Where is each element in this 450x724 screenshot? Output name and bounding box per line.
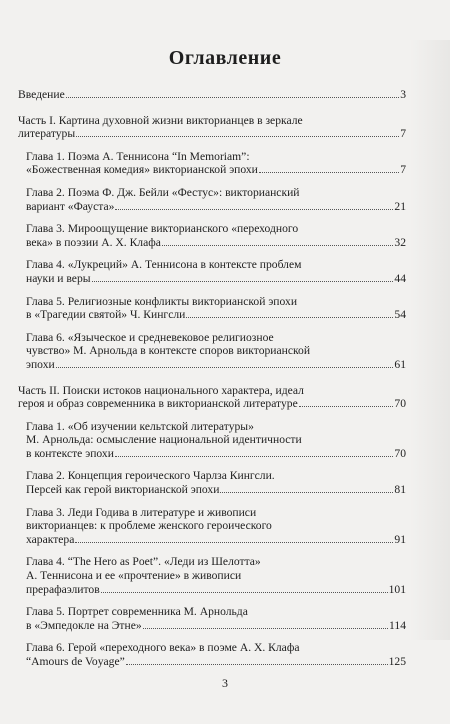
toc-page-number: 21 xyxy=(394,199,406,213)
leader-dots xyxy=(66,97,399,98)
leader-dots xyxy=(115,456,393,457)
toc-entry-introduction[interactable] xyxy=(18,88,406,102)
toc-entry-part2-chapter-4[interactable] xyxy=(18,555,406,596)
toc-entry-title: «Божественная комедия» викторианской эпохи xyxy=(26,163,258,177)
toc-entry-title: Глава 2. Концепция героического Чарлза Кингсли. xyxy=(26,469,275,483)
toc-entry-title: эпохи xyxy=(26,357,55,371)
leader-dots xyxy=(76,136,399,137)
leader-dots xyxy=(220,492,393,493)
toc-entry-part2-chapter-6[interactable] xyxy=(18,641,406,668)
toc-entry-title: в «Эмпедокле на Этне» xyxy=(26,618,142,632)
toc-entry-title: Глава 4. «Лукреций» А. Теннисона в контексте проблем xyxy=(26,258,302,272)
leader-dots xyxy=(143,628,388,629)
toc-entry-title: Часть I. Картина духовной жизни викторианцев в зеркале xyxy=(18,113,303,127)
toc-entry-title: чувство» М. Арнольда в контексте споров викторианской xyxy=(26,344,311,358)
toc-page-number: 54 xyxy=(394,308,406,322)
toc-entry-part1-chapter-3[interactable] xyxy=(18,222,406,249)
toc-entry-title: Глава 5. Религиозные конфликты викторианской эпохи xyxy=(26,294,298,308)
toc-page-number: 32 xyxy=(394,235,406,249)
toc-page-number: 3 xyxy=(400,88,406,101)
toc-entry-part1-chapter-4[interactable] xyxy=(18,258,406,285)
leader-dots xyxy=(115,209,393,210)
toc-page-number: 70 xyxy=(394,397,406,411)
toc-page-number: 44 xyxy=(394,271,406,285)
toc-entry-title: Глава 3. Мироощущение викторианского «переходного xyxy=(26,222,299,236)
toc-entry-part1-chapter-6[interactable] xyxy=(18,331,406,372)
toc-page-number: 91 xyxy=(394,532,406,546)
toc-entry-part2-chapter-2[interactable] xyxy=(18,469,406,496)
toc-entry-part1-chapter-1[interactable] xyxy=(18,150,406,177)
toc-entry-title: Глава 1. «Об изучении кельтской литературы» xyxy=(26,419,254,433)
leader-dots xyxy=(101,592,388,593)
toc-entry-title: характера xyxy=(26,532,75,546)
table-of-contents xyxy=(18,88,406,669)
toc-page-number: 114 xyxy=(389,618,406,632)
page-title: Оглавление xyxy=(168,47,282,69)
page-number: 3 xyxy=(222,676,228,690)
toc-page-number: 101 xyxy=(388,582,406,596)
leader-dots xyxy=(299,406,394,407)
toc-entry-title: Глава 6. «Языческое и средневековое религиозное xyxy=(26,330,274,344)
facing-page-shadow xyxy=(410,40,450,640)
leader-dots xyxy=(92,281,394,282)
toc-entry-title: Глава 2. Поэма Ф. Дж. Бейли «Фестус»: викторианский xyxy=(26,185,300,199)
toc-entry-title: Введение xyxy=(18,88,65,101)
toc-entry-part-2[interactable] xyxy=(18,384,406,411)
toc-entry-title: века» в поэзии А. Х. Клафа xyxy=(26,235,161,249)
toc-entry-title: науки и веры xyxy=(26,271,91,285)
toc-entry-title: Глава 5. Портрет современника М. Арнольда xyxy=(26,605,248,619)
toc-page-number: 61 xyxy=(394,357,406,371)
toc-entry-title: Глава 6. Герой «переходного века» в поэме А. Х. Клафа xyxy=(26,641,300,655)
toc-page-number: 7 xyxy=(400,163,406,177)
toc-entry-title: А. Теннисона и ее «прочтение» в живописи xyxy=(26,569,242,583)
toc-entry-title: викторианцев: к проблеме женского героического xyxy=(26,519,272,533)
toc-entry-title: “Amours de Voyage” xyxy=(26,655,125,668)
toc-entry-title: Часть II. Поиски истоков национального характера, идеал xyxy=(18,383,304,397)
toc-entry-title: в контексте эпохи xyxy=(26,446,114,460)
toc-page-number: 7 xyxy=(400,127,406,141)
toc-entry-part-1[interactable] xyxy=(18,114,406,141)
toc-entry-title: прерафаэлитов xyxy=(26,582,100,596)
leader-dots xyxy=(162,245,394,246)
toc-entry-part1-chapter-5[interactable] xyxy=(18,295,406,322)
toc-entry-title: Глава 4. “The Hero as Poet”. «Леди из Шелотта» xyxy=(26,555,261,569)
leader-dots xyxy=(126,664,388,665)
leader-dots xyxy=(56,367,394,368)
toc-entry-part2-chapter-3[interactable] xyxy=(18,506,406,547)
toc-entry-title: вариант «Фауста» xyxy=(26,199,115,213)
toc-entry-title: литературы xyxy=(18,127,76,141)
toc-entry-part2-chapter-5[interactable] xyxy=(18,605,406,632)
toc-entry-title: Глава 3. Леди Годива в литературе и живописи xyxy=(26,505,257,519)
toc-entry-part1-chapter-2[interactable] xyxy=(18,186,406,213)
leader-dots xyxy=(259,172,399,173)
toc-page-number: 81 xyxy=(394,483,406,497)
toc-entry-part2-chapter-1[interactable] xyxy=(18,420,406,461)
toc-entry-title: в «Трагедии святой» Ч. Кингсли xyxy=(26,308,186,322)
toc-entry-title: героя и образ современника в викторианской литературе xyxy=(18,397,298,411)
leader-dots xyxy=(75,542,393,543)
leader-dots xyxy=(186,317,393,318)
toc-entry-title: Глава 1. Поэма А. Теннисона “In Memoriam”: xyxy=(26,149,250,163)
toc-page-number: 70 xyxy=(394,446,406,460)
toc-entry-title: Персей как герой викторианской эпохи xyxy=(26,483,220,497)
toc-entry-title: М. Арнольда: осмысление национальной идентичности xyxy=(26,433,302,447)
toc-page-number: 125 xyxy=(388,655,406,668)
